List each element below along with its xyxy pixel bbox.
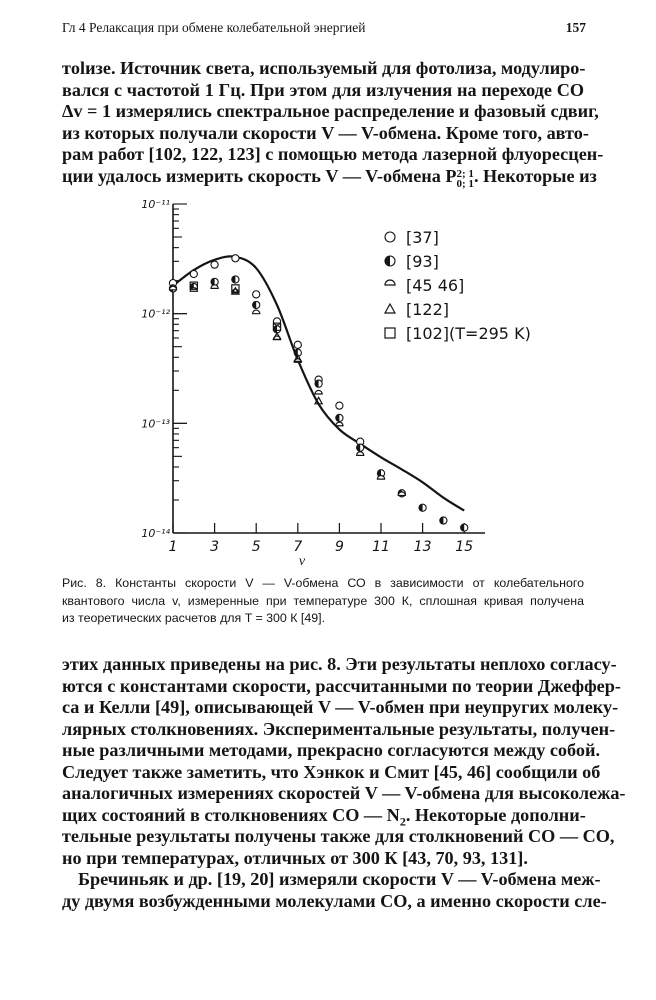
text-line: тельные результаты получены также для столкновений СО — СО, <box>62 826 615 846</box>
data-point-s0 <box>253 291 260 298</box>
data-point-s0 <box>273 318 280 325</box>
text-line: ду двумя возбужденными молекулами СО, а именно скорости сле- <box>62 890 607 911</box>
text-line: Следует также заметить, что Хэнкок и Смит [45, 46] сообщили об <box>62 761 601 782</box>
data-point-s0 <box>294 341 301 348</box>
figure-8 <box>140 196 531 569</box>
rate-constant-chart <box>140 196 531 569</box>
data-point-s2 <box>377 476 384 480</box>
text-line: ются с константами скорости, рассчитанными по теории Джеффер- <box>62 675 621 696</box>
legend-marker-s4 <box>385 328 395 338</box>
text-line <box>62 165 597 190</box>
paragraph-bottom <box>62 654 626 912</box>
text-line: рам работ [102, 122, 123] с помощью метода лазерной флуоресцен- <box>62 144 604 164</box>
x-tick-label: 7 <box>293 539 303 555</box>
x-tick-label: 11 <box>372 539 390 555</box>
text-fragment: щих состояний в столкновениях СО — N <box>62 804 400 825</box>
data-point-s2 <box>357 452 364 456</box>
data-point-s2 <box>336 422 343 426</box>
text-line: лярных столкновениях. Экспериментальные результаты, получен- <box>62 718 616 739</box>
paragraph-top <box>62 58 604 190</box>
x-tick-label: 5 <box>251 539 261 555</box>
text-line: ные различными методами, прекрасно согласуются между собой. <box>62 740 601 760</box>
legend-label: [45 46] <box>406 276 465 295</box>
x-tick-label: 3 <box>210 539 220 555</box>
text-line: этих данных приведены на рис. 8. Эти результаты неплохо согласу- <box>62 654 617 674</box>
y-tick-label: 10⁻¹¹ <box>141 198 170 211</box>
data-point-s0 <box>190 270 197 277</box>
legend-label: [37] <box>406 228 439 247</box>
p-indices <box>457 169 474 189</box>
page-number: 157 <box>565 20 586 35</box>
data-point-s0 <box>336 402 343 409</box>
x-axis-label: v <box>298 554 306 569</box>
text-line <box>62 805 584 827</box>
data-point-s2 <box>398 492 405 496</box>
text-line: вался с частотой 1 Гц. При этом для излучения на переходе СО <box>62 79 584 100</box>
y-tick-label: 10⁻¹³ <box>141 417 170 431</box>
y-tick-label: 10⁻¹² <box>141 307 170 321</box>
legend-label: [122] <box>406 300 450 319</box>
text-fragment: . Некоторые из <box>473 165 597 186</box>
text-fragment: ции удалось измерить скорость V — V-обмена P <box>62 165 457 186</box>
text-line: аналогичных измерениях скоростей V — V-обмена для высоколежа- <box>62 783 626 803</box>
data-point-s2 <box>253 310 260 314</box>
text-line: тolизе. Источник света, используемый для фотолиза, модулиро- <box>62 58 586 78</box>
x-tick-label: 15 <box>455 539 474 555</box>
data-point-s2 <box>315 390 322 394</box>
figure-caption <box>62 575 584 628</box>
x-tick-label: 13 <box>413 539 432 555</box>
text-fragment: . Некоторые дополни- <box>405 804 586 825</box>
x-tick-label: 1 <box>168 539 178 555</box>
text-line: са и Келли [49], описывающей V — V-обмен при неупругих молеку- <box>62 697 619 717</box>
data-point-s2 <box>211 285 218 289</box>
legend-label: [102](T=295 K) <box>406 324 531 343</box>
x-tick-label: 9 <box>334 539 344 555</box>
caption-line: квантового числа v, измеренные при температуре 300 К, сплошная кривая получена <box>62 593 584 608</box>
y-tick-label: 10⁻¹⁴ <box>141 527 170 540</box>
running-head <box>62 20 586 42</box>
legend-marker-s0 <box>385 232 395 242</box>
text-line: Δv = 1 измерялись спектральное распределение и фазовый сдвиг, <box>62 101 599 121</box>
text-line: Бречиньяк и др. [19, 20] измеряли скорости V — V-обмена меж- <box>78 869 601 889</box>
data-point-s0 <box>211 261 218 268</box>
p-superscript: 2; 1 <box>456 167 474 180</box>
legend-marker-s3 <box>385 304 395 313</box>
chapter-title: Гл 4 Релаксация при обмене колебательной энергией <box>62 20 366 35</box>
data-point-s0 <box>232 255 239 262</box>
data-point-s2 <box>169 286 176 290</box>
caption-line: Рис. 8. Константы скорости V — V-обмена СО в зависимости от колебательного <box>62 576 584 590</box>
text-line: но при температурах, отличных от 300 К [43, 70, 93, 131]. <box>62 847 528 868</box>
text-line: из которых получали скорости V — V-обмена. Кроме того, авто- <box>62 122 589 143</box>
n2-subscript: 2 <box>399 814 406 829</box>
legend-marker-s2 <box>385 280 395 285</box>
legend-label: [93] <box>406 252 439 271</box>
p-subscript: 0; 1 <box>456 177 474 190</box>
caption-line: из теоретических расчетов для T = 300 К [49]. <box>62 611 326 625</box>
